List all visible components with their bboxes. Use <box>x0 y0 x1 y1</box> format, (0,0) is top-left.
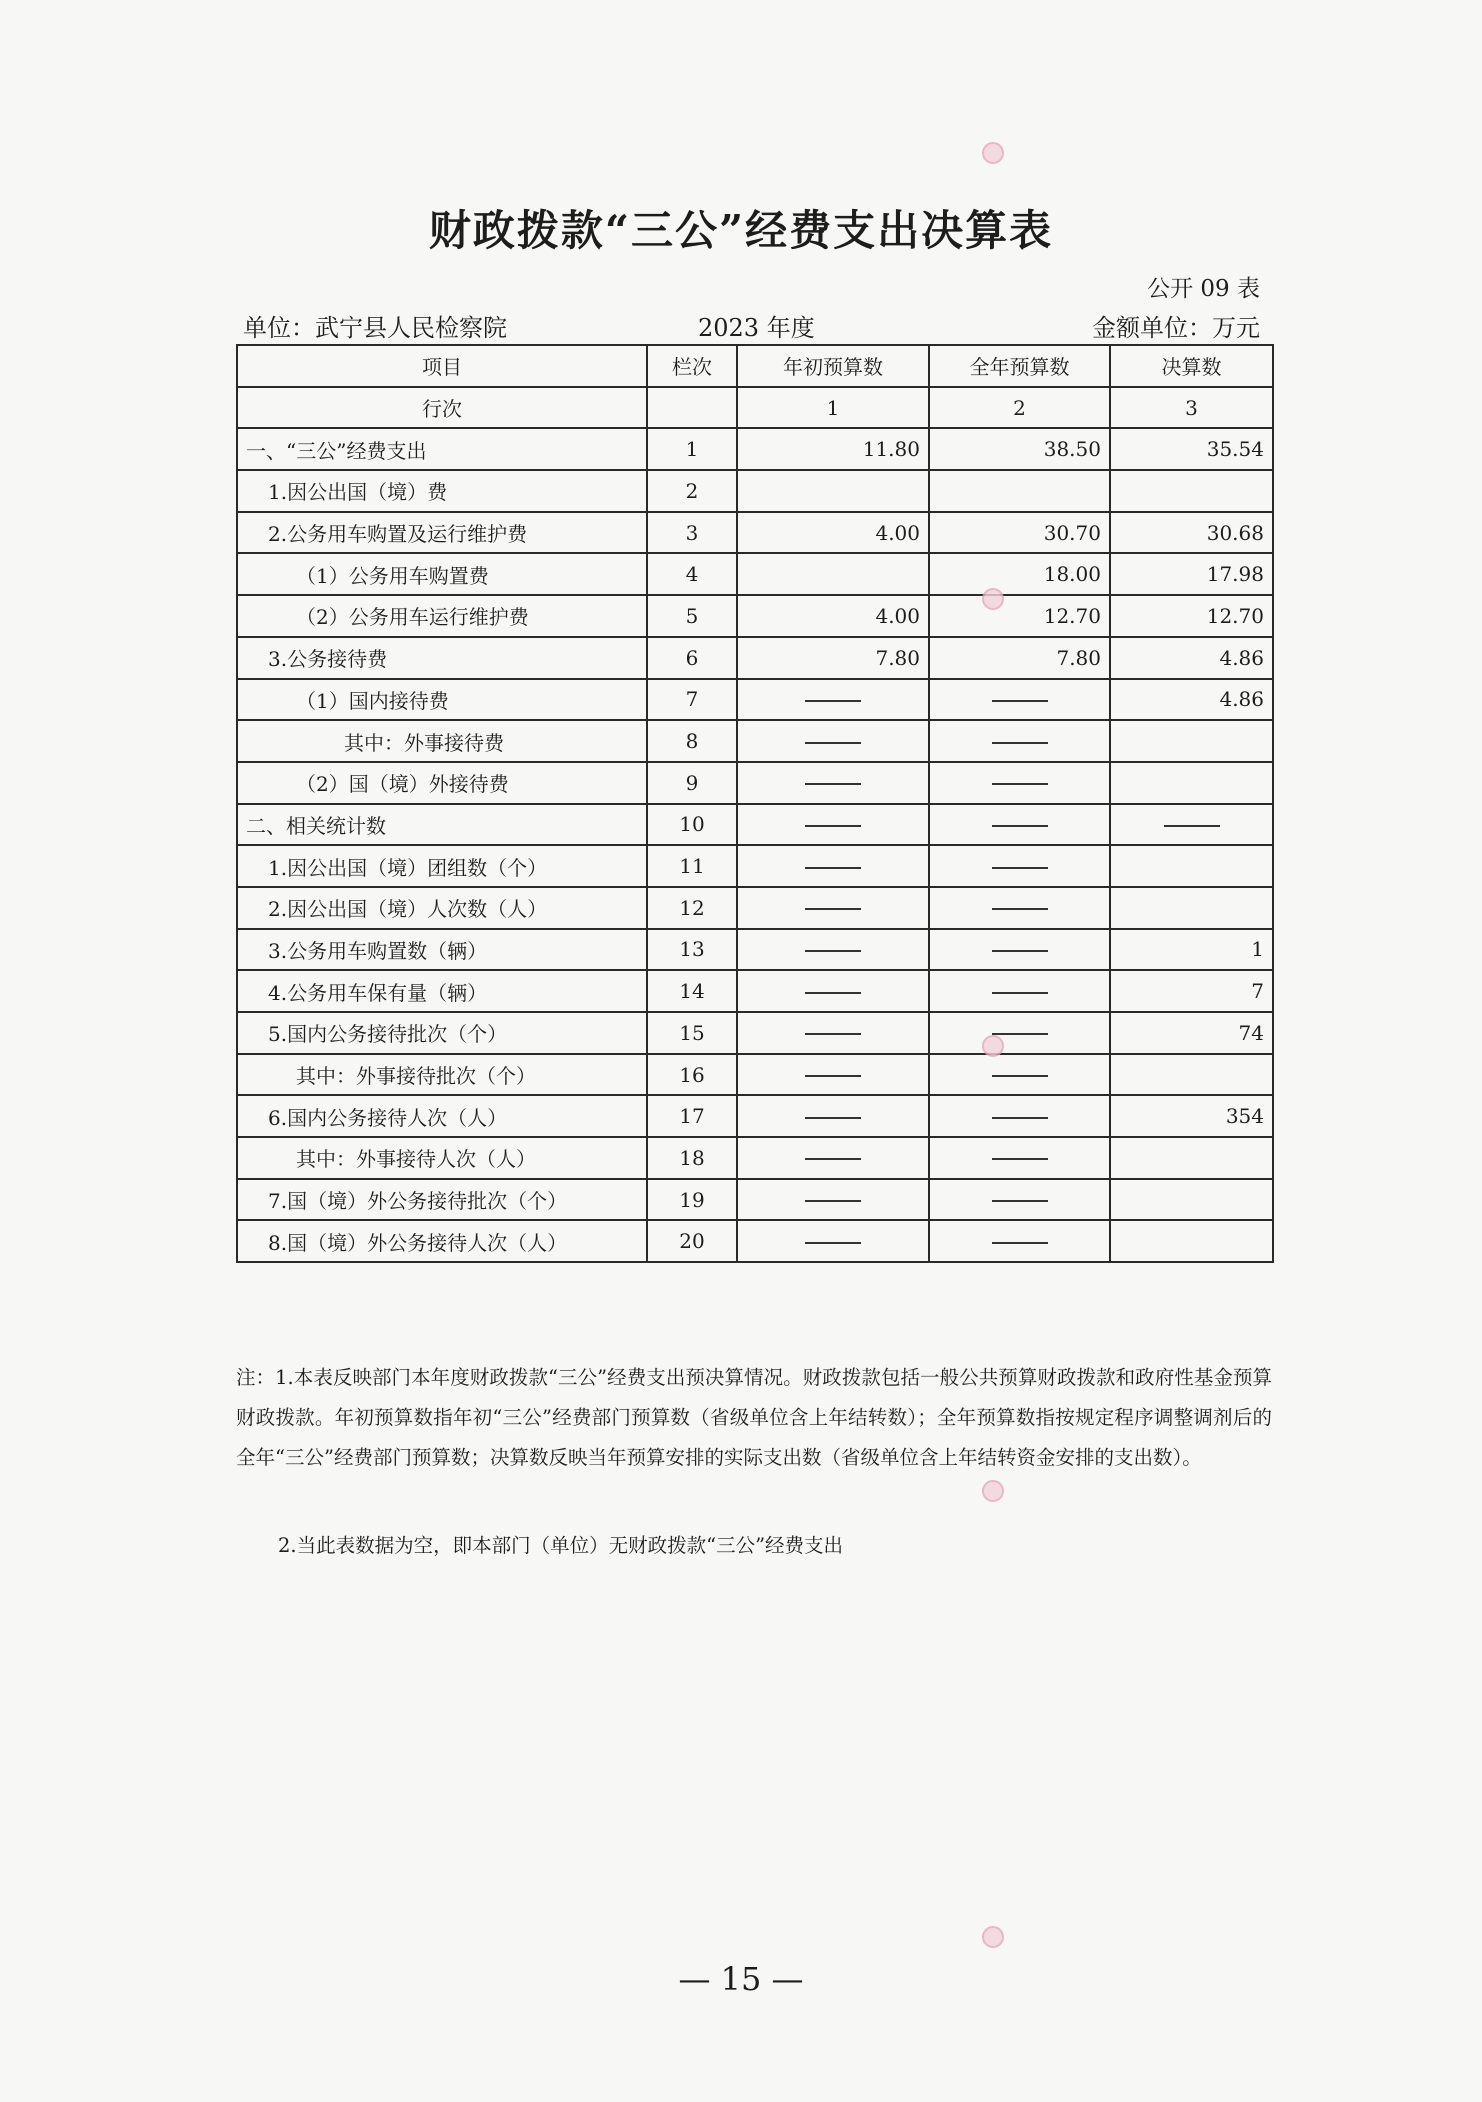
dash-placeholder <box>805 742 861 744</box>
table-row <box>237 970 1273 1012</box>
dash-placeholder <box>992 950 1048 952</box>
row-final-value <box>1110 804 1273 846</box>
row-label: 1.因公出国（境）团组数（个） <box>237 845 647 887</box>
row-col-no: 14 <box>647 970 737 1012</box>
dash-placeholder <box>992 908 1048 910</box>
seal-mark-icon <box>982 1035 1004 1057</box>
row-index-blank <box>647 387 737 429</box>
row-col-no: 8 <box>647 720 737 762</box>
row-label: （1）国内接待费 <box>237 679 647 721</box>
row-label: 4.公务用车保有量（辆） <box>237 970 647 1012</box>
row-initial-value <box>737 929 929 971</box>
table-row <box>237 720 1273 762</box>
row-initial-value <box>737 762 929 804</box>
row-col-no: 2 <box>647 470 737 512</box>
row-initial-value <box>737 720 929 762</box>
row-col-no: 5 <box>647 595 737 637</box>
row-initial-value <box>737 1095 929 1137</box>
row-final-value <box>1110 1220 1273 1262</box>
dash-placeholder <box>992 700 1048 702</box>
row-full-value <box>929 470 1110 512</box>
row-col-no: 13 <box>647 929 737 971</box>
table-row <box>237 762 1273 804</box>
row-full-value: 38.50 <box>929 428 1110 470</box>
table-row <box>237 470 1273 512</box>
row-label: 1.因公出国（境）费 <box>237 470 647 512</box>
dash-placeholder <box>992 1033 1048 1035</box>
dash-placeholder <box>805 700 861 702</box>
expense-table <box>236 344 1274 1263</box>
row-final-value <box>1110 1137 1273 1179</box>
table-row <box>237 887 1273 929</box>
row-final-value: 354 <box>1110 1095 1273 1137</box>
row-full-value: 30.70 <box>929 512 1110 554</box>
row-full-value <box>929 762 1110 804</box>
row-full-value <box>929 679 1110 721</box>
dash-placeholder <box>992 1242 1048 1244</box>
dash-placeholder <box>805 867 861 869</box>
row-index-2: 2 <box>929 387 1110 429</box>
row-final-value <box>1110 887 1273 929</box>
table-row <box>237 512 1273 554</box>
table-row <box>237 1095 1273 1137</box>
row-label: （2）公务用车运行维护费 <box>237 595 647 637</box>
row-label: （1）公务用车购置费 <box>237 553 647 595</box>
table-row <box>237 428 1273 470</box>
row-label: （2）国（境）外接待费 <box>237 762 647 804</box>
row-final-value: 35.54 <box>1110 428 1273 470</box>
row-final-value: 17.98 <box>1110 553 1273 595</box>
table-row <box>237 804 1273 846</box>
row-index-label: 行次 <box>237 387 647 429</box>
row-label: 二、相关统计数 <box>237 804 647 846</box>
header-col-no: 栏次 <box>647 345 737 387</box>
row-label: 5.国内公务接待批次（个） <box>237 1012 647 1054</box>
row-full-value <box>929 1179 1110 1221</box>
header-item: 项目 <box>237 345 647 387</box>
row-final-value: 12.70 <box>1110 595 1273 637</box>
row-label: 2.因公出国（境）人次数（人） <box>237 887 647 929</box>
row-initial-value <box>737 1012 929 1054</box>
row-full-value <box>929 845 1110 887</box>
table-row <box>237 1179 1273 1221</box>
row-col-no: 16 <box>647 1054 737 1096</box>
row-col-no: 18 <box>647 1137 737 1179</box>
dash-placeholder <box>992 783 1048 785</box>
dash-placeholder <box>992 992 1048 994</box>
table-row <box>237 1054 1273 1096</box>
dash-placeholder <box>1164 825 1220 827</box>
dash-placeholder <box>992 1158 1048 1160</box>
row-col-no: 9 <box>647 762 737 804</box>
table-row <box>237 679 1273 721</box>
row-index-3: 3 <box>1110 387 1273 429</box>
row-initial-value <box>737 470 929 512</box>
row-final-value: 4.86 <box>1110 637 1273 679</box>
page-number: — 15 — <box>678 1960 804 1998</box>
row-label: 8.国（境）外公务接待人次（人） <box>237 1220 647 1262</box>
dash-placeholder <box>805 992 861 994</box>
seal-mark-icon <box>982 1926 1004 1948</box>
row-full-value <box>929 970 1110 1012</box>
row-initial-value <box>737 553 929 595</box>
row-label: 其中：外事接待批次（个） <box>237 1054 647 1096</box>
dash-placeholder <box>805 1242 861 1244</box>
row-full-value <box>929 1095 1110 1137</box>
row-full-value: 7.80 <box>929 637 1110 679</box>
row-full-value: 18.00 <box>929 553 1110 595</box>
row-initial-value <box>737 804 929 846</box>
row-col-no: 20 <box>647 1220 737 1262</box>
row-final-value <box>1110 470 1273 512</box>
row-full-value <box>929 1012 1110 1054</box>
row-label: 3.公务接待费 <box>237 637 647 679</box>
row-final-value: 7 <box>1110 970 1273 1012</box>
notes <box>236 1358 1272 1478</box>
row-col-no: 3 <box>647 512 737 554</box>
row-final-value <box>1110 845 1273 887</box>
row-col-no: 7 <box>647 679 737 721</box>
row-initial-value: 11.80 <box>737 428 929 470</box>
dash-placeholder <box>992 867 1048 869</box>
row-full-value <box>929 720 1110 762</box>
row-label: 一、“三公”经费支出 <box>237 428 647 470</box>
seal-mark-icon <box>982 1480 1004 1502</box>
row-initial-value: 7.80 <box>737 637 929 679</box>
table-row <box>237 845 1273 887</box>
year-label: 2023 年度 <box>698 314 815 342</box>
row-full-value <box>929 1220 1110 1262</box>
row-col-no: 10 <box>647 804 737 846</box>
table-row <box>237 637 1273 679</box>
table-row <box>237 1137 1273 1179</box>
row-label: 其中：外事接待人次（人） <box>237 1137 647 1179</box>
dash-placeholder <box>992 1117 1048 1119</box>
dash-placeholder <box>805 825 861 827</box>
table-meta <box>243 308 1260 342</box>
row-initial-value: 4.00 <box>737 512 929 554</box>
dash-placeholder <box>805 1158 861 1160</box>
note-1: 注：1.本表反映部门本年度财政拨款“三公”经费支出预决算情况。财政拨款包括一般公共预算财政拨款和政府性基金预算财政拨款。年初预算数指年初“三公”经费部门预算数（省级单位含上年结转数）；全年预算数指按规定程序调整调剂后的全年“三公”经费部门预算数；决算数反映当年预算安排的实际支出数（省级单位含上年结转资金安排的支出数）。 <box>236 1366 1272 1469</box>
row-initial-value <box>737 887 929 929</box>
dash-placeholder <box>992 1200 1048 1202</box>
row-initial-value <box>737 970 929 1012</box>
dash-placeholder <box>805 950 861 952</box>
row-full-value <box>929 1054 1110 1096</box>
row-initial-value <box>737 1054 929 1096</box>
row-final-value <box>1110 1054 1273 1096</box>
note-2: 2.当此表数据为空，即本部门（单位）无财政拨款“三公”经费支出 <box>278 1534 844 1557</box>
header-final: 决算数 <box>1110 345 1273 387</box>
dash-placeholder <box>805 783 861 785</box>
row-initial-value <box>737 845 929 887</box>
unit-label: 单位：武宁县人民检察院 <box>243 314 507 342</box>
dash-placeholder <box>805 1033 861 1035</box>
dash-placeholder <box>805 1075 861 1077</box>
row-col-no: 15 <box>647 1012 737 1054</box>
row-col-no: 4 <box>647 553 737 595</box>
form-number: 公开 09 表 <box>1147 276 1260 302</box>
table-row <box>237 1220 1273 1262</box>
seal-mark-icon <box>982 142 1004 164</box>
row-full-value <box>929 929 1110 971</box>
header-row <box>237 345 1273 387</box>
row-col-no: 17 <box>647 1095 737 1137</box>
row-final-value <box>1110 762 1273 804</box>
row-col-no: 11 <box>647 845 737 887</box>
row-final-value: 4.86 <box>1110 679 1273 721</box>
page-title: 财政拨款“三公”经费支出决算表 <box>428 206 1054 255</box>
header-full: 全年预算数 <box>929 345 1110 387</box>
row-col-no: 19 <box>647 1179 737 1221</box>
row-full-value <box>929 1137 1110 1179</box>
row-final-value: 1 <box>1110 929 1273 971</box>
row-label: 2.公务用车购置及运行维护费 <box>237 512 647 554</box>
row-full-value <box>929 804 1110 846</box>
row-final-value: 74 <box>1110 1012 1273 1054</box>
header-initial: 年初预算数 <box>737 345 929 387</box>
row-full-value <box>929 887 1110 929</box>
row-initial-value <box>737 1220 929 1262</box>
money-unit-label: 金额单位：万元 <box>1092 314 1260 342</box>
row-label: 其中：外事接待费 <box>237 720 647 762</box>
dash-placeholder <box>992 1075 1048 1077</box>
row-index-1: 1 <box>737 387 929 429</box>
row-col-no: 1 <box>647 428 737 470</box>
row-initial-value: 4.00 <box>737 595 929 637</box>
dash-placeholder <box>992 742 1048 744</box>
dash-placeholder <box>805 908 861 910</box>
dash-placeholder <box>805 1117 861 1119</box>
row-initial-value <box>737 1179 929 1221</box>
row-label: 7.国（境）外公务接待批次（个） <box>237 1179 647 1221</box>
row-final-value <box>1110 1179 1273 1221</box>
table-row <box>237 595 1273 637</box>
row-final-value <box>1110 720 1273 762</box>
row-initial-value <box>737 1137 929 1179</box>
row-final-value: 30.68 <box>1110 512 1273 554</box>
table-row <box>237 1012 1273 1054</box>
row-label: 6.国内公务接待人次（人） <box>237 1095 647 1137</box>
table-row <box>237 553 1273 595</box>
seal-mark-icon <box>982 588 1004 610</box>
row-index-row <box>237 387 1273 429</box>
row-label: 3.公务用车购置数（辆） <box>237 929 647 971</box>
row-col-no: 12 <box>647 887 737 929</box>
row-full-value: 12.70 <box>929 595 1110 637</box>
row-initial-value <box>737 679 929 721</box>
table-row <box>237 929 1273 971</box>
dash-placeholder <box>805 1200 861 1202</box>
dash-placeholder <box>992 825 1048 827</box>
row-col-no: 6 <box>647 637 737 679</box>
